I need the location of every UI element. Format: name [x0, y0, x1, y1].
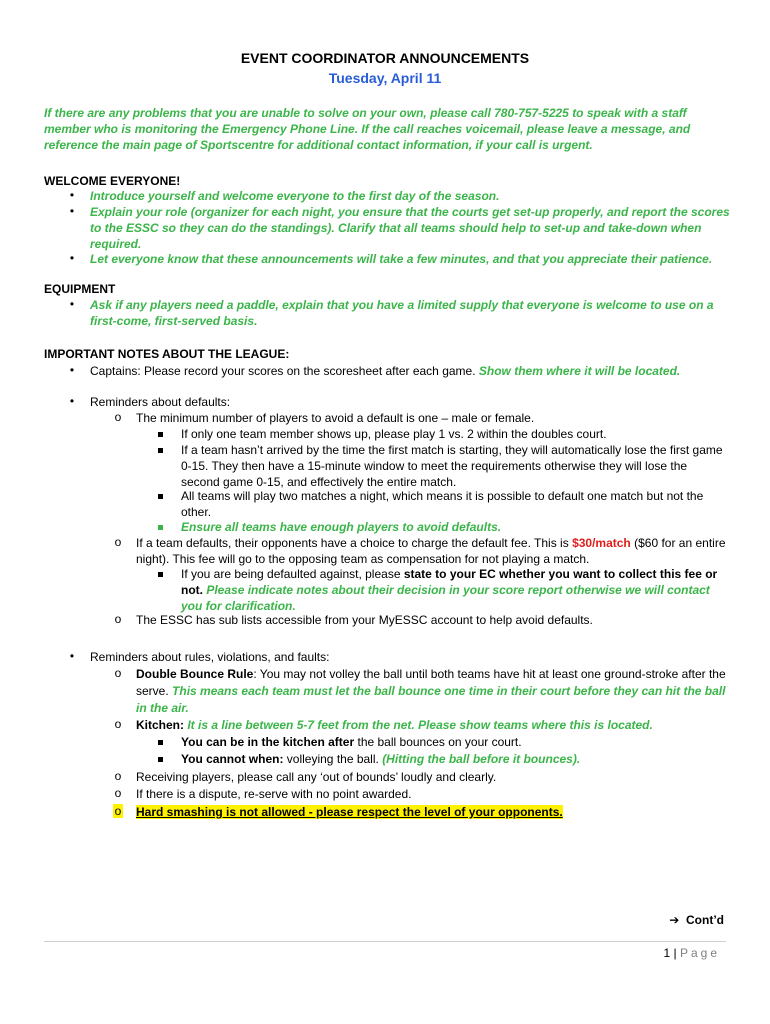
kitchen-label: Kitchen:: [136, 718, 184, 732]
page-label: Page: [679, 946, 720, 960]
defaulted-bold: state to your EC whether you want to collect this fee or not.: [181, 567, 718, 597]
sub-lists-note: The ESSC has sub lists accessible from your MyESSC account to help avoid defaults.: [136, 613, 593, 627]
captains-green: Show them where it will be located.: [478, 364, 681, 378]
notes-heading: IMPORTANT NOTES ABOUT THE LEAGUE:: [44, 347, 290, 361]
default-rule-4: Ensure all teams have enough players to avoid defaults.: [181, 520, 502, 534]
square-bullet-icon: [155, 488, 165, 502]
kitchen-rule: [136, 717, 736, 733]
defaulted-text: If you are being defaulted against, please: [181, 567, 404, 581]
kitchen-cannot-bold: You cannot when:: [181, 752, 284, 766]
fee-text-b: ($60 for an entire night). This fee will go to the opposing team as compensation for not playing a match.: [136, 536, 726, 566]
page-number: [663, 946, 720, 960]
default-rule-1: If only one team member shows up, please play 1 vs. 2 within the doubles court.: [181, 427, 607, 441]
square-bullet-icon: [155, 751, 165, 765]
square-bullet-icon: [155, 566, 165, 580]
double-bounce-rule: [136, 666, 726, 717]
captains-note: [90, 363, 740, 379]
smashing-highlight: Hard smashing is not allowed - please respect the level of your opponents.: [136, 805, 563, 819]
continued-label: [669, 913, 724, 927]
page-title: EVENT COORDINATOR ANNOUNCEMENTS: [240, 50, 530, 66]
square-bullet-icon: [155, 426, 165, 440]
circle-bullet-icon: o: [114, 786, 122, 800]
min-players-note: The minimum number of players to avoid a default is one – male or female.: [136, 411, 535, 425]
captains-text: Captains: Please record your scores on the scoresheet after each game.: [90, 364, 476, 378]
kitchen-cannot-text: volleying the ball.: [283, 752, 379, 766]
kitchen-after-bold: You can be in the kitchen after: [181, 735, 355, 749]
default-rule-2: If a team hasn’t arrived by the time the first match is starting, they will automatically lose the first game 0-15. They then have a 15-minute window to meet the requirements otherwise they will lose the second game 0-15, and effectively the entire match.: [181, 443, 723, 489]
defaulted-note: [181, 566, 726, 614]
fee-text-a: If a team defaults, their opponents have a choice to charge the default fee. This is: [136, 536, 573, 550]
square-bullet-icon: [155, 734, 165, 748]
bullet-icon: •: [69, 649, 75, 663]
circle-bullet-icon: o: [114, 666, 122, 680]
square-bullet-icon: [155, 519, 165, 533]
rules-heading: Reminders about rules, violations, and faults:: [90, 650, 330, 664]
default-fee-note: [136, 535, 726, 567]
equipment-item: Ask if any players need a paddle, explain that you have a limited supply that everyone is welcome to use on a first-come, first-served basis.: [90, 298, 714, 328]
bullet-icon: •: [69, 363, 75, 377]
bullet-icon: •: [69, 204, 75, 218]
circle-bullet-icon: o: [114, 717, 122, 731]
double-bounce-label: Double Bounce Rule: [136, 667, 254, 681]
kitchen-after-text: the ball bounces on your court.: [354, 735, 522, 749]
fee-amount: $30/match: [572, 536, 631, 550]
bullet-icon: •: [69, 394, 75, 408]
page-num: 1: [663, 946, 671, 960]
circle-bullet-icon: o: [114, 769, 122, 783]
defaults-heading: Reminders about defaults:: [90, 395, 231, 409]
bullet-icon: •: [69, 188, 75, 202]
footer-divider: [44, 941, 726, 942]
kitchen-cannot-green: (Hitting the ball before it bounces).: [382, 752, 581, 766]
circle-bullet-icon: o: [114, 410, 122, 424]
double-bounce-text: : You may not volley the ball until both teams have hit at least one ground-stroke after the serve.: [136, 667, 726, 698]
defaulted-green: Please indicate notes about their decision in your score report otherwise we will contact you for clarification.: [181, 583, 710, 613]
emergency-intro: If there are any problems that you are unable to solve on your own, please call 780-757-5225 to speak with a staff member who is monitoring the Emergency Phone Line. If the call reaches voicemail, please leave a message, and reference the main page of Sportscentre for additional contact information, if your call is urgent.: [44, 106, 691, 152]
announcement-date: Tuesday, April 11: [328, 70, 442, 86]
double-bounce-green: This means each team must let the ball bounce one time in their court before they can hit the ball in the air.: [136, 684, 726, 715]
welcome-heading: WELCOME EVERYONE!: [44, 174, 181, 188]
bullet-icon: •: [69, 297, 75, 311]
circle-bullet-icon: o: [114, 535, 122, 549]
kitchen-rule-2: [181, 751, 726, 767]
receiving-note: Receiving players, please call any ‘out of bounds’ loudly and clearly.: [136, 770, 497, 784]
contd-text: Cont’d: [686, 913, 724, 927]
smashing-note: [136, 804, 563, 820]
dispute-note: If there is a dispute, re-serve with no point awarded.: [136, 787, 412, 801]
kitchen-green: It is a line between 5-7 feet from the net. Please show teams where this is located.: [187, 718, 653, 732]
kitchen-rule-1: [181, 734, 726, 750]
default-rule-3: All teams will play two matches a night, which means it is possible to default one match but not the other.: [181, 489, 704, 519]
page-sep: |: [673, 946, 677, 960]
welcome-item: Explain your role (organizer for each night, you ensure that the courts get set-up properly, and report the scores to the ESSC so they can do the standings). Clarify that all teams should help to set-up and take-down when required.: [90, 205, 730, 251]
square-bullet-icon: [155, 442, 165, 456]
welcome-item: Introduce yourself and welcome everyone to the first day of the season.: [90, 189, 500, 203]
bullet-icon: •: [69, 251, 75, 265]
welcome-item: Let everyone know that these announcements will take a few minutes, and that you appreciate their patience.: [90, 252, 713, 266]
equipment-heading: EQUIPMENT: [44, 282, 116, 296]
circle-bullet-icon: o: [114, 804, 122, 818]
arrow-right-icon: ➔: [669, 913, 680, 927]
circle-bullet-icon: o: [114, 612, 122, 626]
